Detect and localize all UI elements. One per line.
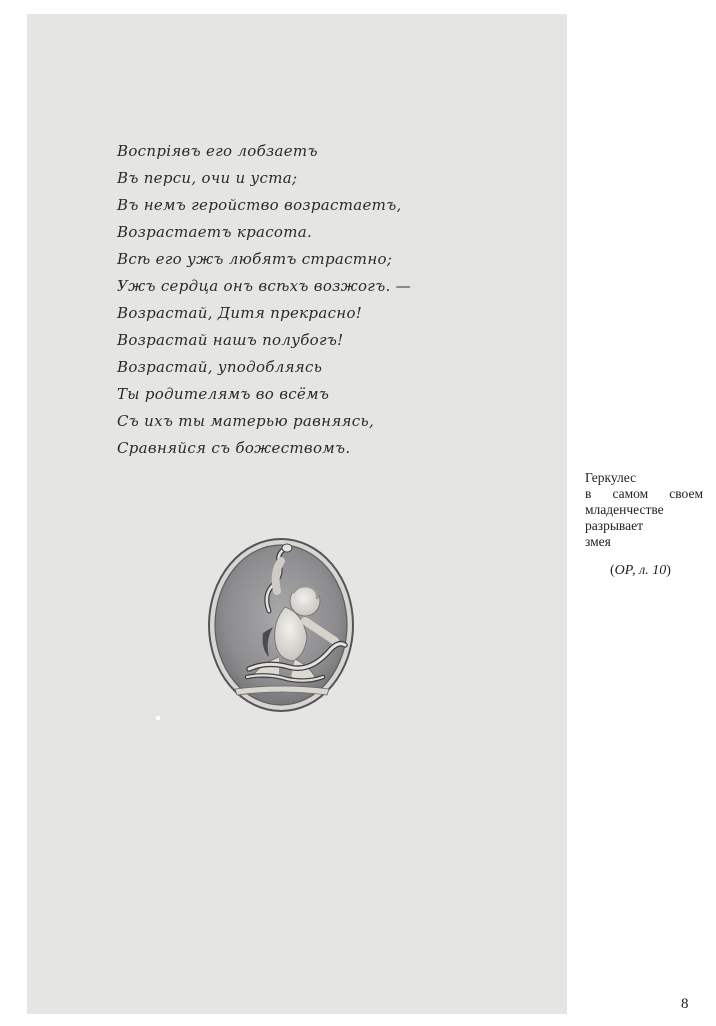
- poem-line: Въ перси, очи и уста;: [117, 169, 298, 187]
- page-number: 8: [681, 996, 689, 1012]
- caption-line: разрывает: [585, 518, 643, 533]
- poem-line: Воспріявъ его лобзаетъ: [117, 142, 318, 160]
- caption-line: младенчестве: [585, 502, 664, 517]
- poem-line: Возрастай нашъ полубогъ!: [117, 331, 344, 349]
- poem-line: Возрастай, уподобляясь: [117, 358, 323, 376]
- poem-line: Ты родителямъ во всёмъ: [117, 385, 330, 403]
- hercules-medallion-image: [207, 537, 355, 713]
- poem-line: Всѣ его ужъ любятъ страстно;: [117, 250, 393, 268]
- poem-line: Въ немъ геройство возрастаетъ,: [117, 196, 402, 214]
- caption-line: в самом своем: [585, 486, 703, 501]
- source-reference: [610, 563, 671, 579]
- source-close-paren: ): [666, 563, 671, 578]
- poem-line: Возрастай, Дитя прекрасно!: [117, 304, 363, 322]
- poem-text: [117, 138, 437, 462]
- source-open-paren: (: [610, 563, 615, 578]
- poem-line: Ужъ сердца онъ всѣхъ возжогъ. —: [117, 277, 411, 295]
- poem-line: Возрастаетъ красота.: [117, 223, 313, 241]
- caption-line: Геркулес: [585, 470, 637, 485]
- poem-line: Сравняйся съ божествомъ.: [117, 439, 351, 457]
- illustration-caption: [585, 470, 703, 550]
- poem-line: Съ ихъ ты матерью равняясь,: [117, 412, 375, 430]
- paper-speck: [156, 716, 160, 720]
- source-text: ОР, л. 10: [614, 563, 667, 578]
- caption-line: змея: [585, 534, 611, 549]
